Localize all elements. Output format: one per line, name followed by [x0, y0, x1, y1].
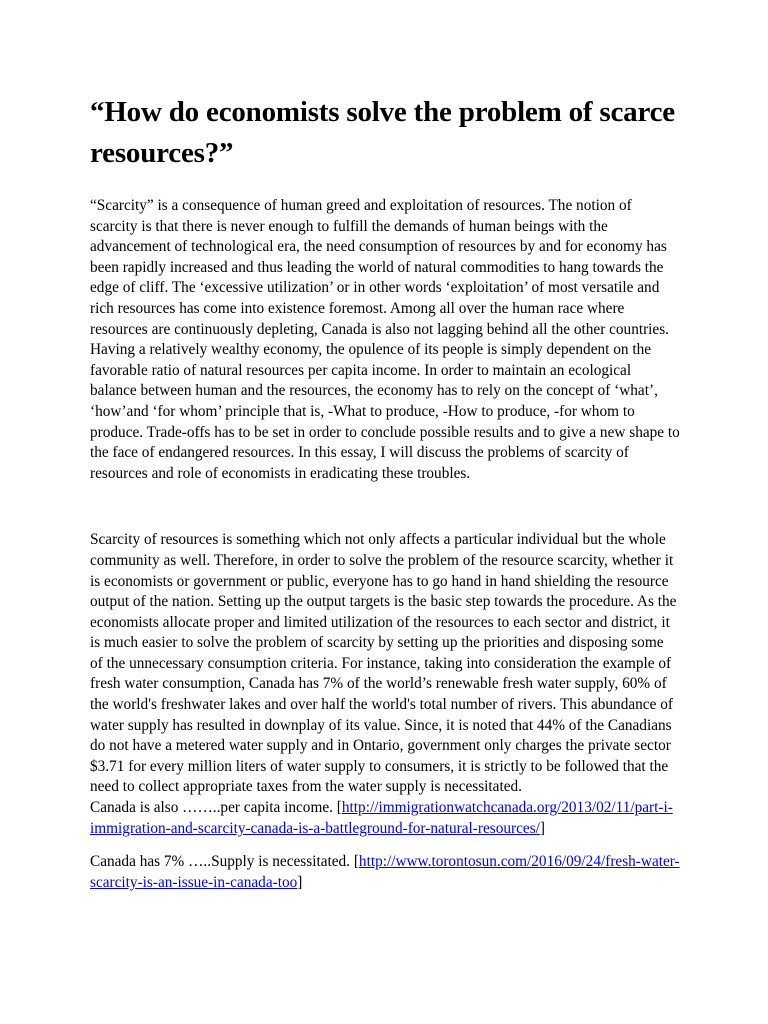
body-paragraph: Scarcity of resources is something which not only affects a particular individual but the whole community as well. Therefore, in order to solve the problem of the resource scarcity, whether it is economists or government or public, everyone has to go hand in hand shielding the resource output of the nation. Setting up the output targets is the basic step towards the procedure. As the economists allocate proper and limited utilization of the resources to each sector and district, it is much easier to solve the problem of scarcity by setting up the priorities and disposing some of the unnecessary consumption criteria. For instance, taking into consideration the example of fresh water consumption, Canada has 7% of the world’s renewable fresh water supply, 60% of the world's freshwater lakes and over half the world's total number of rivers. This abundance of water supply has resulted in downplay of its value. Since, it is noted that 44% of the Canadians do not have a metered water supply and in Ontario, government only charges the private sector $3.71 for every million liters of water supply to consumers, it is strictly to be followed that the need to collect appropriate taxes from the water supply is necessitated.	[90, 531, 677, 796]
reference-1	[90, 798, 680, 839]
reference-2-close: ]	[297, 873, 303, 891]
paragraph-spacer	[90, 484, 680, 530]
document-page	[90, 92, 680, 906]
reference-1-link[interactable]: http://immigrationwatchcanada.org/2013/02/11/part-i-immigration-and-scarcity-canada-is-a-battleground-for-natural-resources/	[90, 799, 673, 837]
reference-2-text: Canada has 7% …..Supply is necessitated. [	[90, 853, 359, 871]
reference-1-close: ]	[539, 819, 546, 837]
intro-paragraph: “Scarcity” is a consequence of human greed and exploitation of resources. The notion of scarcity is that there is never enough to fulfill the demands of human beings with the advancement of technological era, the need consumption of resources by and for economy has been rapidly increased and thus leading the world of natural commodities to hang towards the edge of cliff. The ‘excessive utilization’ or in other words ‘exploitation’ of most versatile and rich resources has come into existence foremost. Among all over the human race where resources are continuously depleting, Canada is also not lagging behind all the other countries. Having a relatively wealthy economy, the opulence of its people is simply dependent on the favorable ratio of natural resources per capita income. In order to maintain an ecological balance between human and the resources, the economy has to rely on the concept of ‘what’, ‘how’and ‘for whom’ principle that is, -What to produce, -How to produce, -for whom to produce. Trade-offs has to be set in order to conclude possible results and to give a new shape to the face of endangered resources. In this essay, I will discuss the problems of scarcity of resources and role of economists in eradicating these troubles.	[90, 197, 680, 482]
document-title: “How do economists solve the problem of scarce resources?”	[90, 96, 675, 169]
reference-1-text: Canada is also ……..per capita income. [	[90, 799, 342, 817]
reference-2	[90, 852, 680, 893]
reference-2-link[interactable]: http://www.torontosun.com/2016/09/24/fresh-water-scarcity-is-an-issue-in-canada-too	[90, 853, 680, 891]
